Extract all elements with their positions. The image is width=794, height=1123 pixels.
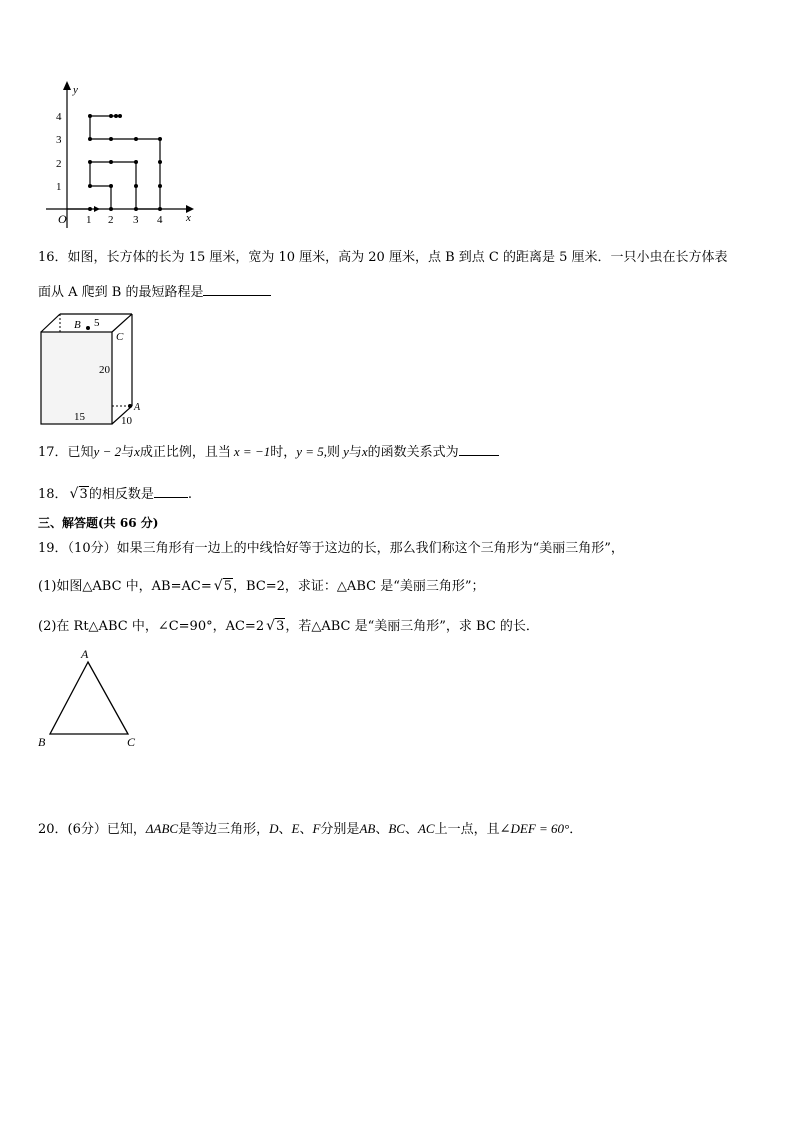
- q17-expr2: x = −1: [233, 444, 271, 459]
- coordinate-graph: [40, 78, 200, 230]
- q20-e: E: [291, 821, 300, 836]
- q16-line1: 16．如图，长方体的长为 15 厘米，宽为 10 厘米，高为 20 厘米，点 B 到点 C 的距离是 5 厘米．一只小虫在长方体表: [38, 250, 728, 265]
- triangle-figure: [34, 646, 146, 752]
- point: [134, 207, 138, 211]
- x-tick: 3: [133, 214, 139, 226]
- q19-p1-suffix: ，BC=2，求证：△ABC 是“美丽三角形”；: [233, 579, 485, 594]
- y-tick: 2: [56, 158, 62, 170]
- radicand: 5: [223, 579, 233, 594]
- q20-ab: AB: [359, 821, 376, 836]
- x-tick: 4: [157, 214, 163, 226]
- point: [109, 114, 113, 118]
- q20-sep: 、: [299, 822, 313, 837]
- x-axis-label: x: [186, 212, 191, 224]
- q19-p1-prefix: (1)如图△ABC 中，AB=AC=: [38, 579, 212, 594]
- sqrt-expression: [266, 619, 285, 635]
- q17-expr1: y − 2: [93, 444, 122, 459]
- q17-mid2: 成正比例，且当: [139, 445, 231, 460]
- triangle-abc: [50, 662, 128, 734]
- point: [158, 137, 162, 141]
- sqrt-expression: [70, 487, 89, 503]
- point: [134, 137, 138, 141]
- q18-end: .: [187, 487, 192, 502]
- x-tick: 2: [108, 214, 114, 226]
- sqrt-symbol: √: [69, 486, 79, 502]
- section-heading: 三、解答题(共 66 分): [38, 516, 159, 530]
- label-five: 5: [94, 317, 100, 329]
- q20-ac: AC: [417, 821, 435, 836]
- edge: [41, 314, 60, 332]
- label-c: C: [116, 331, 124, 343]
- q17-mid3: 时，: [270, 445, 297, 460]
- q16-line2: [38, 283, 271, 301]
- sqrt-expression: [214, 579, 233, 595]
- spiral-path: [90, 116, 160, 209]
- y-axis-label: y: [73, 84, 78, 96]
- y-axis-arrow: [63, 81, 71, 90]
- q20-bc: BC: [388, 821, 405, 836]
- q20-end: ．: [569, 822, 583, 837]
- q17-var-y: y: [343, 444, 349, 459]
- label-width: 10: [121, 415, 132, 427]
- y-tick: 3: [56, 134, 62, 146]
- q18-suffix: 的相反数是: [88, 487, 154, 502]
- vertex-a: A: [81, 647, 89, 661]
- q18: [38, 485, 192, 503]
- sqrt-symbol: √: [213, 578, 223, 594]
- cuboid-figure: [36, 310, 148, 428]
- point: [109, 207, 113, 211]
- radicand: 3: [79, 487, 88, 502]
- sqrt-symbol: √: [266, 618, 276, 634]
- point: [158, 207, 162, 211]
- q20-mid3: 上一点，且: [434, 822, 500, 837]
- q17-prefix: 17．已知: [38, 445, 94, 460]
- q17-mid1: 与: [121, 445, 135, 460]
- point: [109, 184, 113, 188]
- vertex-b: B: [38, 735, 46, 749]
- origin-label: O: [58, 212, 67, 226]
- q17-var-x2: x: [361, 444, 368, 459]
- q17: [38, 443, 499, 461]
- x-tick: 1: [86, 214, 92, 226]
- label-length: 15: [74, 411, 85, 423]
- point: [88, 184, 92, 188]
- q18-prefix: 18．: [38, 487, 68, 502]
- q20-mid1: 是等边三角形，: [178, 822, 270, 837]
- point-b: [86, 326, 90, 330]
- q19-part2: [38, 619, 539, 635]
- point: [158, 160, 162, 164]
- label-b: B: [74, 319, 81, 331]
- point: [134, 184, 138, 188]
- q19-part1: [38, 579, 485, 595]
- edge: [112, 314, 132, 332]
- radicand: 3: [276, 619, 285, 634]
- q17-expr3: y = 5,: [296, 444, 328, 459]
- point: [88, 114, 92, 118]
- q20-prefix: 20．(6分）已知，: [38, 822, 146, 837]
- q20-triangle: ΔABC: [145, 821, 179, 836]
- q17-mid4: 则: [327, 445, 341, 460]
- q20-sep: 、: [404, 822, 418, 837]
- point: [134, 160, 138, 164]
- y-tick: 1: [56, 181, 62, 193]
- point: [158, 184, 162, 188]
- point: [118, 114, 122, 118]
- point: [109, 137, 113, 141]
- point: [88, 160, 92, 164]
- q20-sep: 、: [278, 822, 292, 837]
- point: [88, 137, 92, 141]
- y-tick: 4: [56, 111, 62, 123]
- q19-line1: 19．（10分）如果三角形有一边上的中线恰好等于这边的长，那么我们称这个三角形为“美丽三角形”，: [38, 541, 624, 556]
- answer-blank[interactable]: [459, 443, 499, 456]
- q20-mid2: 分别是: [320, 822, 360, 837]
- q17-mid5: 与: [348, 445, 362, 460]
- q17-suffix: 的函数关系式为: [367, 445, 459, 460]
- point: [88, 207, 92, 211]
- path-arrow: [94, 206, 100, 212]
- point-a: [128, 404, 132, 408]
- q20-f: F: [312, 821, 321, 836]
- point: [109, 160, 113, 164]
- q20-angle: ∠DEF = 60°: [499, 821, 570, 836]
- answer-blank[interactable]: [203, 283, 271, 296]
- point: [114, 114, 118, 118]
- q16-line2-text: 面从 A 爬到 B 的最短路程是: [38, 285, 204, 300]
- vertex-c: C: [127, 735, 136, 749]
- q17-var-x: x: [134, 444, 140, 459]
- answer-blank[interactable]: [154, 485, 188, 498]
- label-a: A: [134, 402, 141, 413]
- q19-p2-prefix: (2)在 Rt△ABC 中，∠C=90°，AC=2: [38, 619, 265, 634]
- q19-p2-suffix: ，若△ABC 是“美丽三角形”，求 BC 的长．: [285, 619, 539, 634]
- q20: [38, 821, 582, 838]
- q20-sep: 、: [375, 822, 389, 837]
- label-height: 20: [99, 364, 110, 376]
- q20-d: D: [269, 821, 279, 836]
